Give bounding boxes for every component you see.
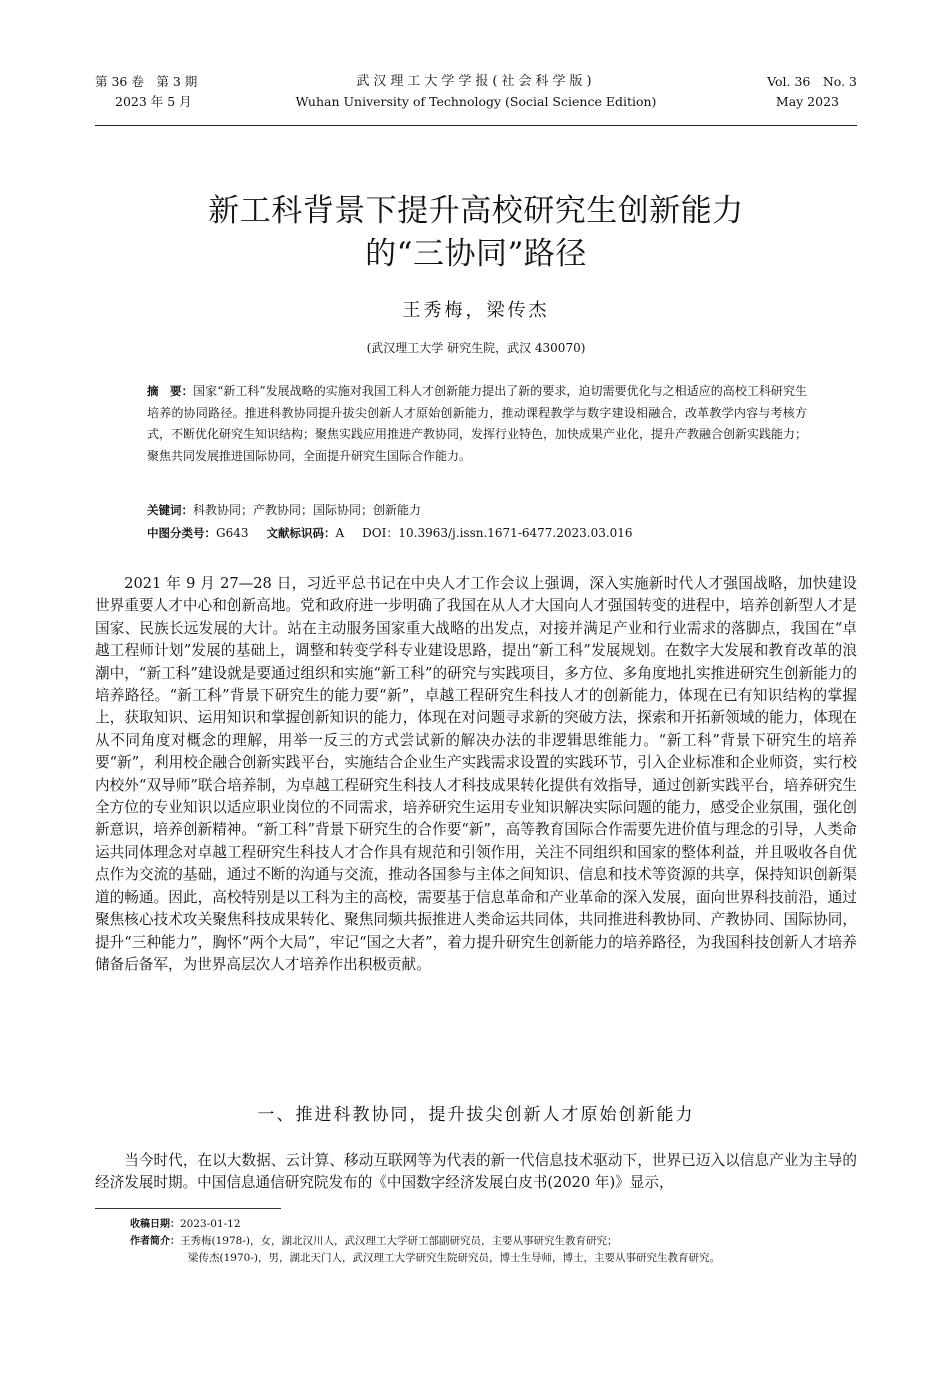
- bio-label: 作者简介：: [130, 1236, 180, 1247]
- section-1-heading: 一、推进科教协同，提升拔尖创新人才原始创新能力: [257, 1105, 695, 1125]
- section-1-paragraph: 当今时代，在以大数据、云计算、移动互联网等为代表的新一代信息技术驱动下，世界已迈入以信息产业为主导的经济发展时期。中国信息通信研究院发布的《中国数字经济发展白皮书(2020 年)》显示，: [95, 1152, 857, 1192]
- doi-value: 10.3963/j.issn.1671-6477.2023.03.016: [398, 526, 633, 540]
- received-value: 2023-01-12: [180, 1218, 241, 1230]
- clc-label: 中图分类号：: [147, 526, 216, 540]
- bio-1-text: 王秀梅(1978-)，女，湖北汉川人，武汉理工大学研工部副研究员，主要从事研究生教育研究；: [180, 1235, 618, 1247]
- article-title: [95, 190, 857, 276]
- authors: 王秀梅，梁传杰: [402, 300, 550, 321]
- title-line-2: 的“三协同”路径: [365, 236, 587, 272]
- volume-issue: 第 36 卷 第 3 期: [95, 74, 198, 89]
- section-1-body: [95, 1150, 857, 1195]
- bio-2-text: 梁传杰(1970-)，男，湖北天门人，武汉理工大学研究生院研究员，博士生导师，博士，主要从事研究生教育研究。: [188, 1252, 720, 1264]
- footnotes: [130, 1216, 830, 1267]
- doc-code-label: 文献标识码：: [266, 526, 336, 540]
- issue-date: 2023 年 5 月: [115, 94, 192, 109]
- volume-issue-en: Vol. 36 No. 3: [767, 74, 857, 89]
- author-bio-2: [130, 1250, 830, 1267]
- doi-label: DOI：: [362, 526, 399, 540]
- abstract-text: 国家“新工科”发展战略的实施对我国工科人才创新能力提出了新的要求，迫切需要优化与之相适应的高校工科研究生培养的协同路径。推进科教协同提升拔尖创新人才原始创新能力，推动课程教学与数字建设相融合，改革教学内容与考核方式，不断优化研究生知识结构；聚焦实践应用推进产教协同，发挥行业特色，加快成果产业化，提升产教融合创新实践能力；聚焦共同发展推进国际协同，全面提升研究生国际合作能力。: [147, 384, 808, 463]
- running-header: [95, 70, 857, 128]
- received-date: [130, 1216, 830, 1233]
- header-rule: [95, 125, 857, 126]
- keywords: [147, 500, 421, 520]
- journal-name-cn: 武汉理工大学学报(社会科学版): [356, 74, 596, 89]
- abstract: [147, 381, 807, 467]
- issue-date-en: May 2023: [775, 94, 839, 109]
- keywords-label: 关键词：: [147, 503, 193, 517]
- journal-name-en: Wuhan University of Technology (Social Science Edition): [295, 94, 657, 109]
- received-label: 收稿日期：: [130, 1219, 180, 1230]
- title-line-1: 新工科背景下提升高校研究生创新能力: [208, 193, 744, 229]
- author-bio-1: [130, 1233, 830, 1250]
- issue-info-en: [767, 72, 857, 112]
- intro-paragraph: 2021 年 9 月 27—28 日，习近平总书记在中央人才工作会议上强调，深入实施新时代人才强国战略，加快建设世界重要人才中心和创新高地。党和政府进一步明确了我国在从人才大国向人才强国转变的进程中，培养创新型人才是国家、民族长远发展的大计。站在主动服务国家重大战略的出发点，对接并满足产业和行业需求的落脚点，我国在“卓越工程师计划”发展的基础上，调整和转变学科专业建设思路，提出“新工科”发展规划。在数字大发展和教育改革的浪潮中，“新工科”建设就是要通过组织和实施“新工科”的研究与实践项目，多方位、多角度地扎实推进研究生创新能力的培养路径。“新工科”背景下研究生的能力要“新”，卓越工程研究生科技人才的创新能力，体现在已有知识结构的掌握上，获取知识、运用知识和掌握创新知识的能力，体现在对问题寻求新的突破方法，探索和开拓新领域的能力，体现在从不同角度对概念的理解，用举一反三的方式尝试新的解决办法的非逻辑思维能力。“新工科”背景下研究生的培养要“新”，利用校企融合创新实践平台，实施结合企业生产实践需求设置的实践环节，引入企业标准和企业师资，实行校内校外“双导师”联合培养制，为卓越工程研究生科技人才科技成果转化提供有效指导，通过创新实践平台，培养研究生全方位的专业知识以适应职业岗位的不同需求，培养研究生运用专业知识解决实际问题的能力，感受企业氛围，强化创新意识，培养创新精神。“新工科”背景下研究生的合作要“新”，高等教育国际合作需要先进价值与理念的引导，人类命运共同体理念对卓越工程研究生科技人才合作具有规范和引领作用，关注不同组织和国家的整体利益，并且吸收各自优点作为交流的基础，通过不断的沟通与交流，推动各国参与主体之间知识、信息和技术等资源的共享，保持知识创新渠道的畅通。因此，高校特别是以工科为主的高校，需要基于信息革命和产业革命的深入发展，面向世界科技前沿，通过聚焦核心技术攻关聚焦科技成果转化、聚焦同频共振推进人类命运共同体，共同推进科教协同、产教协同、国际协同，提升“三种能力”，胸怀“两个大局”，牢记“国之大者”，着力提升研究生创新能力的培养路径，为我国科技创新人才培养储备后备军，为世界高层次人才培养作出积极贡献。: [95, 575, 857, 973]
- classification: [147, 523, 633, 543]
- keywords-text: 科教协同；产教协同；国际协同；创新能力: [193, 503, 422, 517]
- intro-section: [95, 573, 857, 976]
- clc-value: G643: [216, 526, 249, 540]
- footnote-rule: [95, 1208, 281, 1209]
- abstract-label: 摘 要：: [147, 384, 194, 398]
- affiliation: (武汉理工大学 研究生院，武汉 430070): [366, 341, 586, 355]
- doc-code-value: A: [335, 526, 345, 540]
- journal-name: [95, 72, 857, 112]
